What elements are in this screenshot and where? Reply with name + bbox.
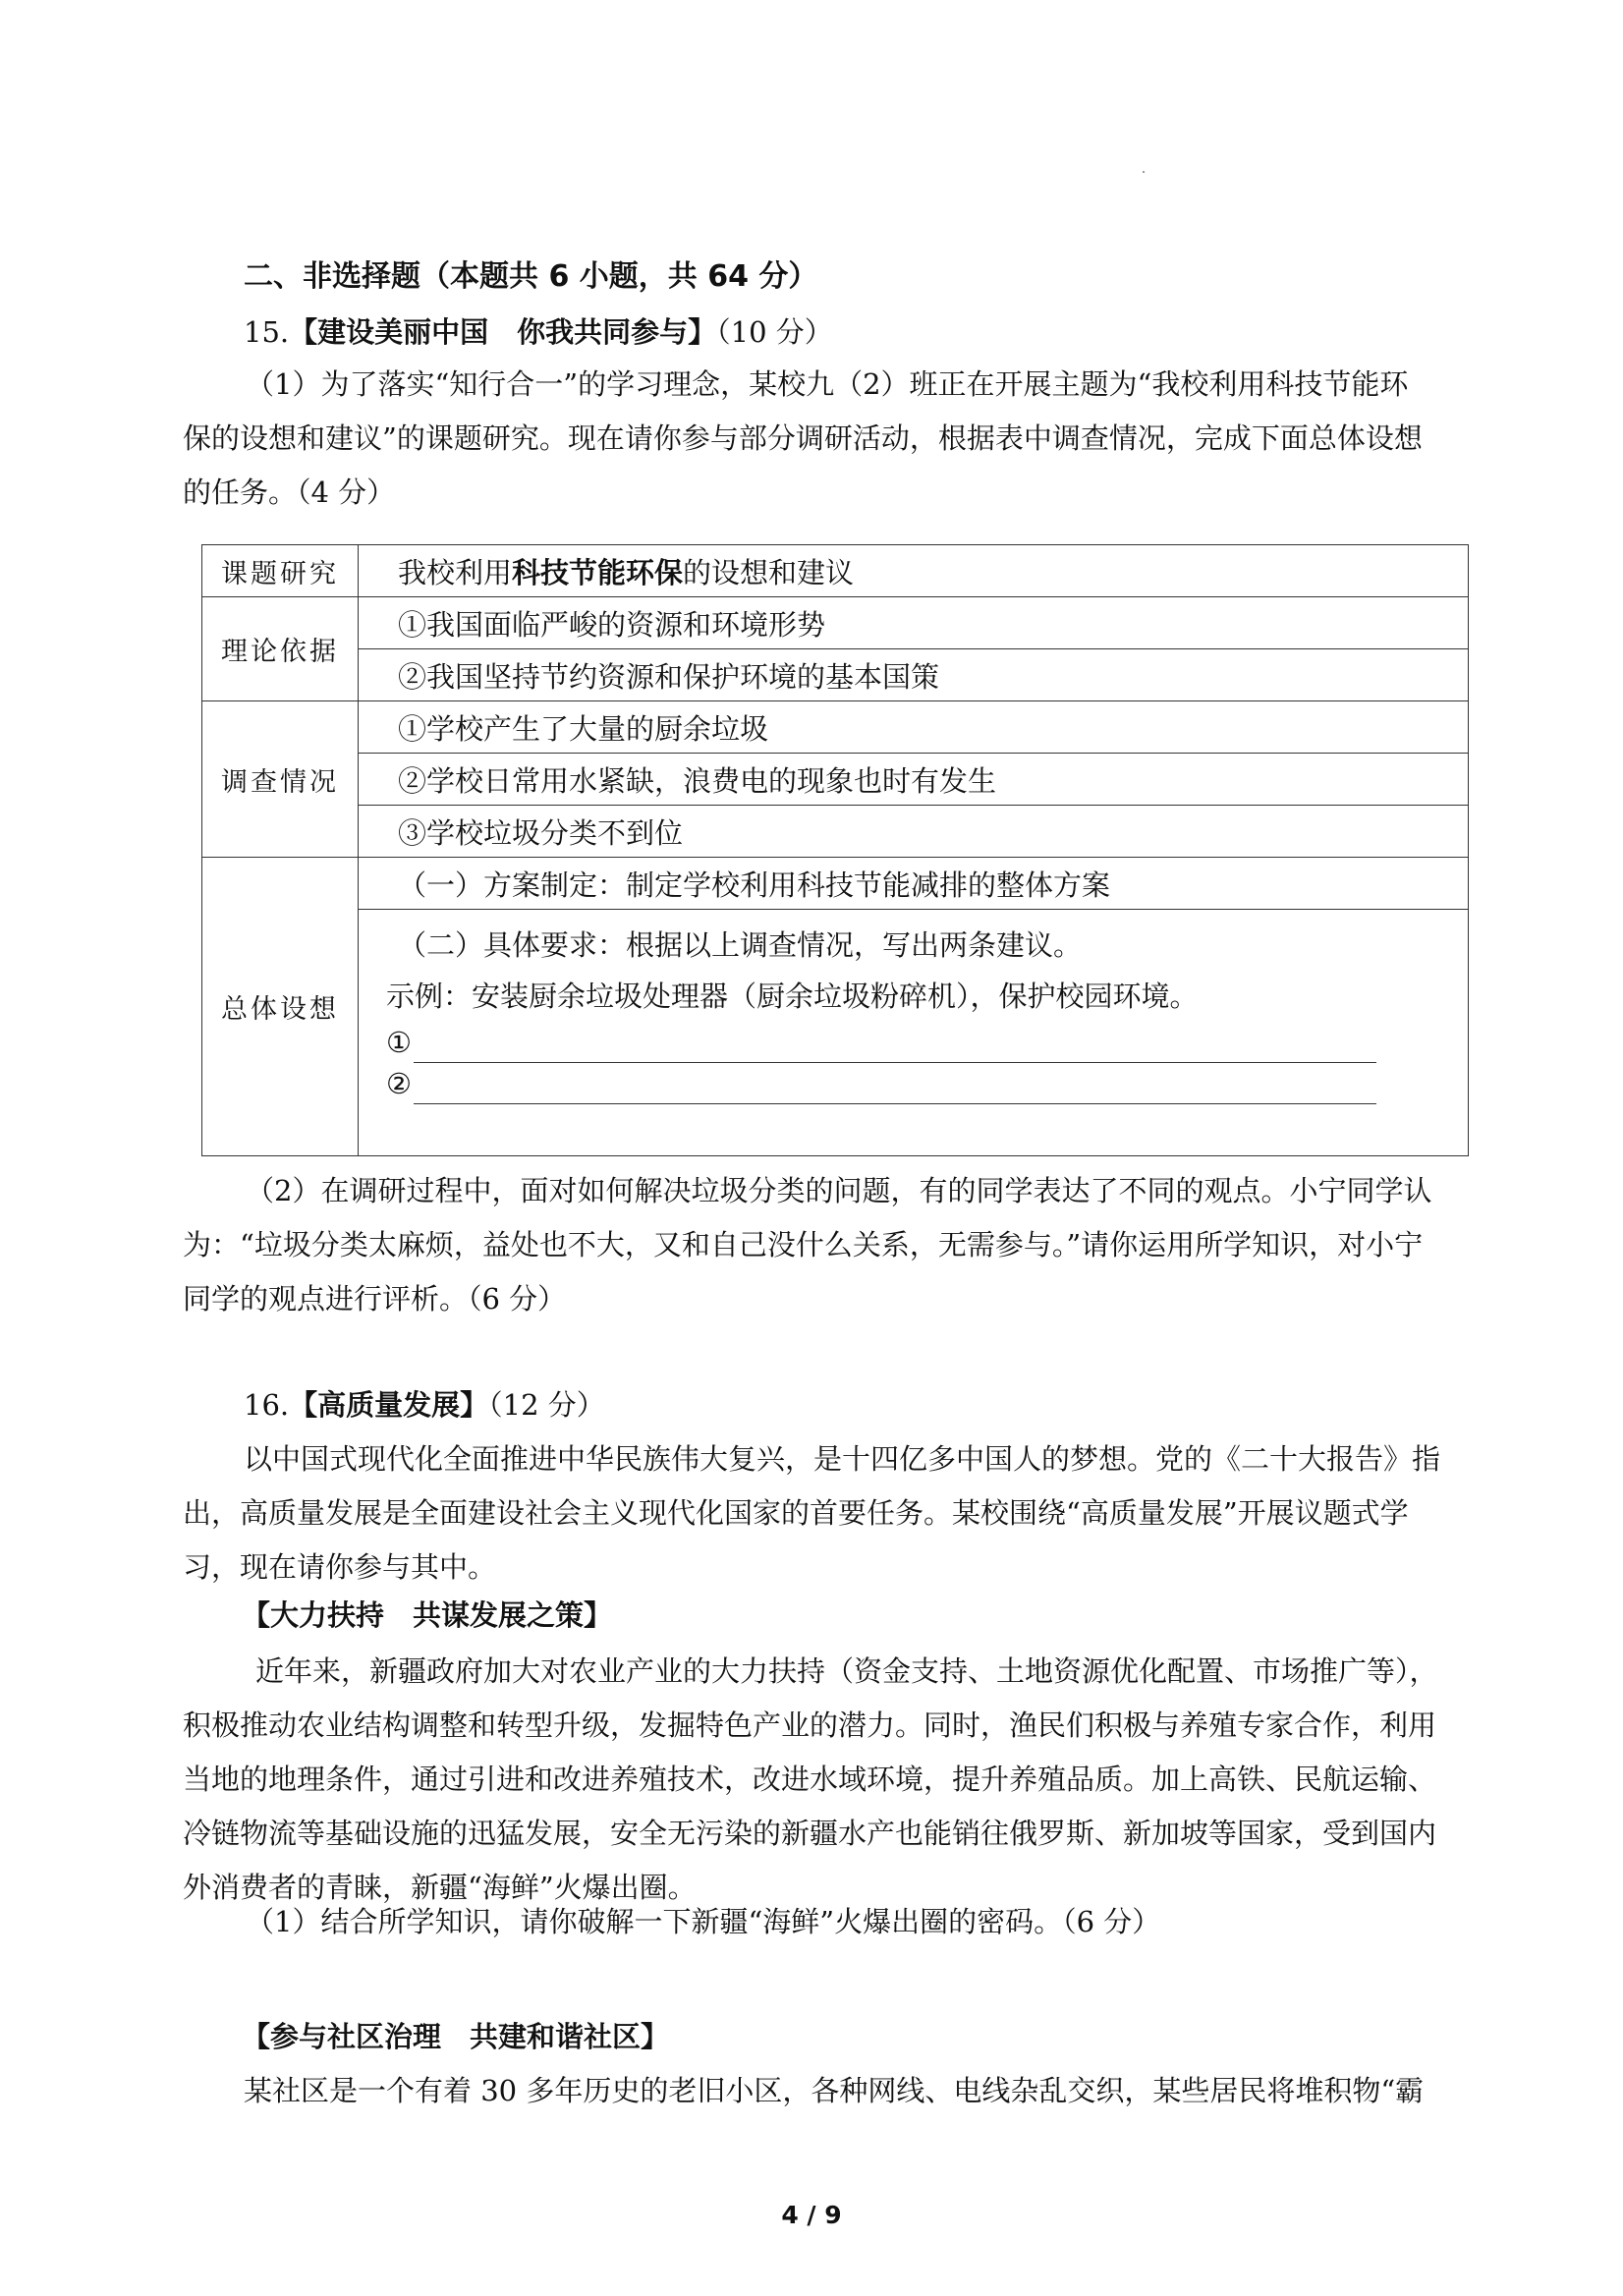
survey-item: ③学校垃圾分类不到位 [359, 806, 1469, 858]
topic-label: 课题研究 [202, 545, 359, 597]
table-row [202, 806, 1469, 858]
q16-sub1-cont [183, 1699, 1436, 1915]
page-number: 4 / 9 [781, 2201, 842, 2229]
topic-text: 的设想和建议 [683, 555, 855, 589]
q15-title: 【建设美丽中国 你我共同参与】 [289, 315, 717, 349]
q16-sub1 [255, 1645, 1438, 1699]
plan-answer-cell [359, 910, 1469, 1156]
answer-blank-1[interactable] [386, 1022, 1468, 1063]
q16-sub1-line: 外消费者的青睐，新疆“海鲜”火爆出圈。 [183, 1871, 697, 1904]
q15-part2-line: （2）在调研过程中，面对如何解决垃圾分类的问题，有的同学表达了不同的观点。小宁同学认 [246, 1174, 1432, 1207]
q15-score: （10 分） [716, 315, 833, 349]
survey-table [201, 544, 1469, 1156]
q15-part1-line: 保的设想和建议”的课题研究。现在请你参与部分调研活动，根据表中调查情况，完成下面总体设想 [183, 421, 1423, 455]
q16-sub1-line: 近年来，新疆政府加大对农业产业的大力扶持（资金支持、土地资源优化配置、市场推广等）， [255, 1654, 1438, 1688]
table-row [202, 910, 1469, 1156]
q15-header [244, 312, 833, 352]
table-row [202, 701, 1469, 754]
q16-title: 【高质量发展】 [289, 1388, 489, 1422]
q16-intro-line: 出，高质量发展是全面建设社会主义现代化国家的首要任务。某校围绕“高质量发展”开展议题式学 [183, 1496, 1409, 1530]
q16-sub1-question: （1）结合所学知识，请你破解一下新疆“海鲜”火爆出圈的密码。（6 分） [246, 1905, 1161, 1938]
theory-item: ①我国面临严峻的资源和环境形势 [359, 597, 1469, 649]
blank-marker: ② [386, 1067, 412, 1100]
q15-number: 15. [244, 315, 290, 349]
q16-intro-line: 以中国式现代化全面推进中华民族伟大复兴，是十四亿多中国人的梦想。党的《二十大报告》指 [244, 1442, 1441, 1476]
q15-part1-line: （1）为了落实“知行合一”的学习理念，某校九（2）班正在开展主题为“我校利用科技节能环 [246, 367, 1409, 401]
q16-sub2-line: 某社区是一个有着 30 多年历史的老旧小区，各种网线、电线杂乱交织，某些居民将堆积物“霸 [244, 2074, 1425, 2107]
q15-part1-line: 的任务。（4 分） [183, 476, 396, 509]
blank-marker: ① [386, 1026, 412, 1059]
q15-part1 [246, 358, 1408, 412]
answer-blank-2[interactable] [386, 1063, 1468, 1104]
table-row [202, 754, 1469, 806]
topic-cell [359, 545, 1469, 597]
q16-score: （12 分） [488, 1388, 605, 1422]
theory-label: 理论依据 [202, 597, 359, 701]
q15-part2-line: 同学的观点进行评析。（6 分） [183, 1282, 567, 1316]
topic-text: 我校利用 [398, 555, 513, 589]
table-row [202, 858, 1469, 910]
section-title: 二、非选择题（本题共 6 小题，共 64 分） [244, 259, 818, 294]
plan-item: （一）方案制定：制定学校利用科技节能减排的整体方案 [359, 858, 1469, 910]
q15-part1-cont [183, 412, 1423, 520]
table-row [202, 597, 1469, 649]
plan-item: （二）具体要求：根据以上调查情况，写出两条建议。 [398, 928, 1083, 962]
answer-line[interactable] [414, 1033, 1376, 1063]
q16-number: 16. [244, 1388, 290, 1422]
theory-item: ②我国坚持节约资源和保护环境的基本国策 [359, 649, 1469, 701]
q16-header [244, 1385, 605, 1425]
q16-sub1-line: 积极推动农业结构调整和转型升级，发掘特色产业的潜力。同时，渔民们积极与养殖专家合作，利用 [183, 1708, 1437, 1742]
q15-part2-line: 为：“垃圾分类太麻烦，益处也不大，又和自己没什么关系，无需参与。”请你运用所学知识，对小宁 [183, 1228, 1424, 1261]
q16-intro [244, 1432, 1440, 1486]
table-row [202, 649, 1469, 701]
q16-sub1-line: 冷链物流等基础设施的迅猛发展，安全无污染的新疆水产也能销往俄罗斯、新加坡等国家，受到国内 [183, 1817, 1437, 1850]
plan-example: 示例：安装厨余垃圾处理器（厨余垃圾粉碎机），保护校园环境。 [386, 980, 1199, 1013]
survey-item: ②学校日常用水紧缺，浪费电的现象也时有发生 [359, 754, 1469, 806]
q16-intro-line: 习，现在请你参与其中。 [183, 1550, 497, 1584]
table-row [202, 545, 1469, 597]
q16-sub1-line: 当地的地理条件，通过引进和改进养殖技术，改进水域环境，提升养殖品质。加上高铁、民航运输、 [183, 1763, 1437, 1796]
q15-part2-cont [183, 1218, 1423, 1326]
q15-part2 [246, 1164, 1431, 1218]
plan-label: 总体设想 [202, 858, 359, 1156]
scan-speck [1143, 171, 1145, 173]
q16-sub1-title: 【大力扶持 共谋发展之策】 [242, 1598, 613, 1632]
survey-label: 调查情况 [202, 701, 359, 858]
topic-bold: 科技节能环保 [512, 555, 684, 589]
q16-intro-cont [183, 1486, 1409, 1595]
survey-item: ①学校产生了大量的厨余垃圾 [359, 701, 1469, 754]
answer-line[interactable] [414, 1074, 1376, 1104]
q16-sub2-title: 【参与社区治理 共建和谐社区】 [242, 2020, 670, 2053]
